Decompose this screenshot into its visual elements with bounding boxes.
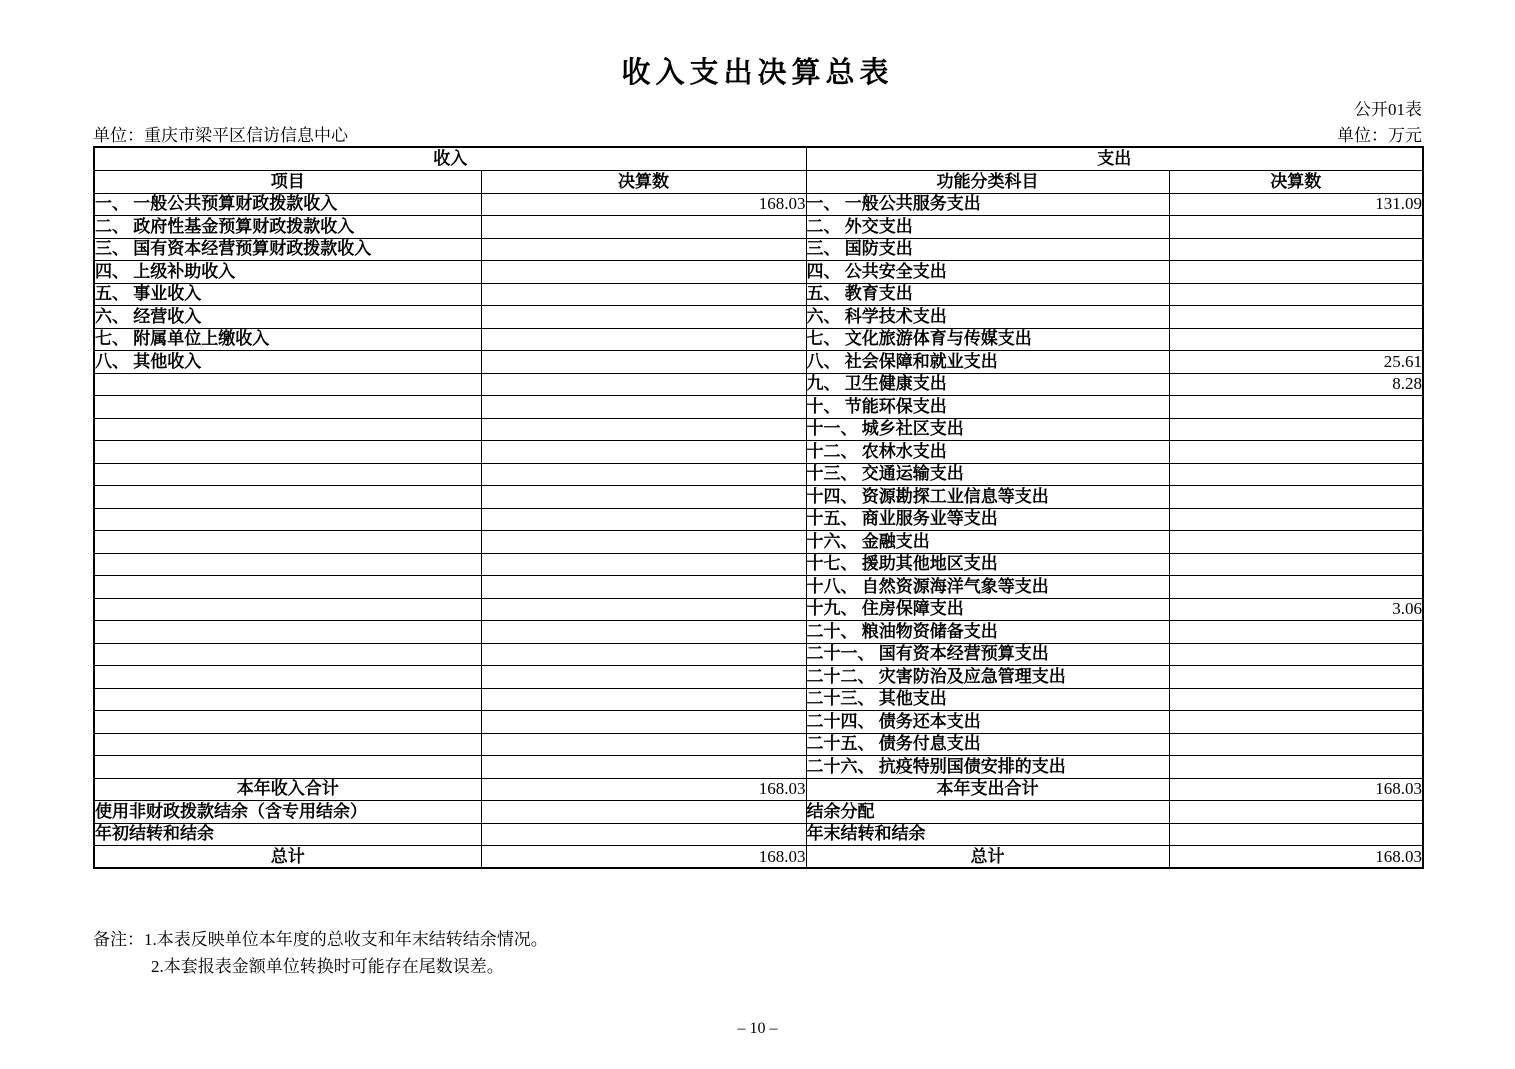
expense-amount-cell [1169,486,1423,509]
income-item-cell [94,373,481,396]
expense-amount-cell [1169,238,1423,261]
table-row [94,216,1423,239]
expense-amount-cell [1169,216,1423,239]
section-header-row [94,147,1423,170]
table-row [94,621,1423,644]
table-row [94,351,1423,374]
income-amount-cell: 168.03 [481,193,806,216]
table-body [94,193,1423,868]
table-row [94,598,1423,621]
income-amount-cell [481,688,806,711]
income-item-cell [94,733,481,756]
summary-row [94,823,1423,846]
income-amount-cell [481,306,806,329]
income-amount-cell [481,508,806,531]
expense-amount-cell [1169,306,1423,329]
summary-row [94,801,1423,824]
accounts-table [93,146,1424,869]
expense-item-cell: 三、 国防支出 [806,238,1169,261]
income-amount-cell [481,418,806,441]
income-item-cell [94,508,481,531]
expense-amount-cell [1169,261,1423,284]
expense-amount-cell [1169,576,1423,599]
income-item-cell: 四、 上级补助收入 [94,261,481,284]
income-amount-cell [481,643,806,666]
summary-income-label-cell: 年初结转和结余 [94,823,481,846]
expense-item-cell: 一、 一般公共服务支出 [806,193,1169,216]
table-row [94,711,1423,734]
income-item-cell [94,553,481,576]
income-amount-cell [481,666,806,689]
table-code-label: 公开01表 [1354,100,1422,119]
expense-amount-cell [1169,688,1423,711]
expense-item-cell: 十八、 自然资源海洋气象等支出 [806,576,1169,599]
column-header-row [94,170,1423,193]
income-amount-cell [481,733,806,756]
table-row [94,306,1423,329]
expense-item-cell: 十九、 住房保障支出 [806,598,1169,621]
income-amount-cell [481,283,806,306]
expense-amount-cell [1169,396,1423,419]
income-amount-cell [481,328,806,351]
expense-amount-cell: 131.09 [1169,193,1423,216]
expense-section-header: 支出 [806,147,1423,170]
summary-row [94,846,1423,869]
summary-row [94,778,1423,801]
income-item-cell: 二、 政府性基金预算财政拨款收入 [94,216,481,239]
expense-item-cell: 十五、 商业服务业等支出 [806,508,1169,531]
table-row [94,508,1423,531]
expense-amount-cell [1169,328,1423,351]
expense-amount-cell [1169,463,1423,486]
unit-name-label: 单位：重庆市梁平区信访信息中心 [93,126,348,145]
note-line-1: 备注：1.本表反映单位本年度的总收支和年末结转结余情况。 [93,930,548,949]
income-amount-cell [481,531,806,554]
income-item-cell [94,643,481,666]
table-row [94,553,1423,576]
summary-income-label-cell: 使用非财政拨款结余（含专用结余） [94,801,481,824]
expense-amount-cell [1169,508,1423,531]
expense-amount-cell [1169,711,1423,734]
table-row [94,531,1423,554]
table-row [94,756,1423,779]
income-item-cell [94,621,481,644]
income-item-cell: 一、 一般公共预算财政拨款收入 [94,193,481,216]
income-amount-cell [481,711,806,734]
expense-amount-cell [1169,441,1423,464]
expense-item-cell: 十七、 援助其他地区支出 [806,553,1169,576]
income-item-cell: 七、 附属单位上缴收入 [94,328,481,351]
table-row [94,193,1423,216]
income-item-cell [94,531,481,554]
summary-expense-amount-cell [1169,801,1423,824]
income-amount-cell [481,396,806,419]
expense-item-cell: 二十、 粮油物资储备支出 [806,621,1169,644]
income-item-cell [94,418,481,441]
expense-item-cell: 十一、 城乡社区支出 [806,418,1169,441]
summary-income-amount-cell [481,823,806,846]
income-amount-cell [481,261,806,284]
expense-item-cell: 十四、 资源勘探工业信息等支出 [806,486,1169,509]
table-row [94,666,1423,689]
summary-expense-label-cell: 本年支出合计 [806,778,1169,801]
income-amount-cell [481,621,806,644]
table-row [94,373,1423,396]
income-item-cell [94,666,481,689]
expense-amount-cell [1169,733,1423,756]
table-row [94,688,1423,711]
expense-amount-cell [1169,531,1423,554]
income-amount-cell [481,441,806,464]
income-amount-cell [481,373,806,396]
summary-income-amount-cell: 168.03 [481,846,806,869]
summary-income-label-cell: 总计 [94,846,481,869]
income-amount-cell [481,463,806,486]
expense-item-cell: 二十六、 抗疫特别国债安排的支出 [806,756,1169,779]
income-item-cell: 三、 国有资本经营预算财政拨款收入 [94,238,481,261]
income-amount-cell [481,216,806,239]
income-item-cell [94,396,481,419]
page-title: 收入支出决算总表 [621,57,894,89]
summary-income-amount-cell [481,801,806,824]
table-row [94,463,1423,486]
note-line-2: 2.本套报表金额单位转换时可能存在尾数误差。 [151,957,504,977]
table-row [94,283,1423,306]
income-item-cell: 八、 其他收入 [94,351,481,374]
income-amount-cell [481,553,806,576]
income-amount-cell [481,576,806,599]
summary-income-amount-cell: 168.03 [481,778,806,801]
table-row [94,396,1423,419]
table-row [94,418,1423,441]
expense-amount-cell: 3.06 [1169,598,1423,621]
expense-item-cell: 八、 社会保障和就业支出 [806,351,1169,374]
table-row [94,733,1423,756]
income-amount-column-header: 决算数 [481,170,806,193]
income-item-cell [94,688,481,711]
summary-income-label-cell: 本年收入合计 [94,778,481,801]
expense-item-cell: 二十四、 债务还本支出 [806,711,1169,734]
currency-unit-label: 单位：万元 [1337,126,1422,145]
table-row [94,261,1423,284]
income-item-cell [94,711,481,734]
income-item-column-header: 项目 [94,170,481,193]
expense-item-cell: 九、 卫生健康支出 [806,373,1169,396]
table-row [94,441,1423,464]
income-item-cell [94,576,481,599]
expense-amount-cell [1169,666,1423,689]
expense-item-cell: 二十二、 灾害防治及应急管理支出 [806,666,1169,689]
expense-amount-column-header: 决算数 [1169,170,1423,193]
income-amount-cell [481,598,806,621]
income-amount-cell [481,486,806,509]
expense-amount-cell: 25.61 [1169,351,1423,374]
summary-expense-label-cell: 结余分配 [806,801,1169,824]
meta-row [93,121,1422,146]
summary-expense-label-cell: 年末结转和结余 [806,823,1169,846]
expense-amount-cell [1169,553,1423,576]
expense-item-cell: 十六、 金融支出 [806,531,1169,554]
footnotes [93,926,993,980]
expense-amount-cell [1169,643,1423,666]
income-section-header: 收入 [94,147,806,170]
expense-item-cell: 四、 公共安全支出 [806,261,1169,284]
income-item-cell [94,598,481,621]
expense-item-cell: 十、 节能环保支出 [806,396,1169,419]
table-row [94,328,1423,351]
expense-item-cell: 二十五、 债务付息支出 [806,733,1169,756]
income-amount-cell [481,238,806,261]
income-item-cell: 六、 经营收入 [94,306,481,329]
income-amount-cell [481,756,806,779]
expense-amount-cell [1169,756,1423,779]
income-amount-cell [481,351,806,374]
income-item-cell [94,463,481,486]
income-item-cell: 五、 事业收入 [94,283,481,306]
expense-item-cell: 十二、 农林水支出 [806,441,1169,464]
income-item-cell [94,486,481,509]
expense-amount-cell: 8.28 [1169,373,1423,396]
expense-amount-cell [1169,621,1423,644]
summary-expense-amount-cell: 168.03 [1169,778,1423,801]
expense-item-cell: 六、 科学技术支出 [806,306,1169,329]
income-item-cell [94,441,481,464]
expense-amount-cell [1169,283,1423,306]
table-row [94,486,1423,509]
table-row [94,643,1423,666]
expense-item-column-header: 功能分类科目 [806,170,1169,193]
summary-expense-label-cell: 总计 [806,846,1169,869]
income-item-cell [94,756,481,779]
expense-item-cell: 五、 教育支出 [806,283,1169,306]
expense-item-cell: 二、 外交支出 [806,216,1169,239]
summary-expense-amount-cell: 168.03 [1169,846,1423,869]
table-row [94,576,1423,599]
table-row [94,238,1423,261]
page-number: – 10 – [737,1020,778,1037]
expense-item-cell: 十三、 交通运输支出 [806,463,1169,486]
expense-item-cell: 二十三、 其他支出 [806,688,1169,711]
summary-expense-amount-cell [1169,823,1423,846]
expense-item-cell: 七、 文化旅游体育与传媒支出 [806,328,1169,351]
expense-amount-cell [1169,418,1423,441]
expense-item-cell: 二十一、 国有资本经营预算支出 [806,643,1169,666]
